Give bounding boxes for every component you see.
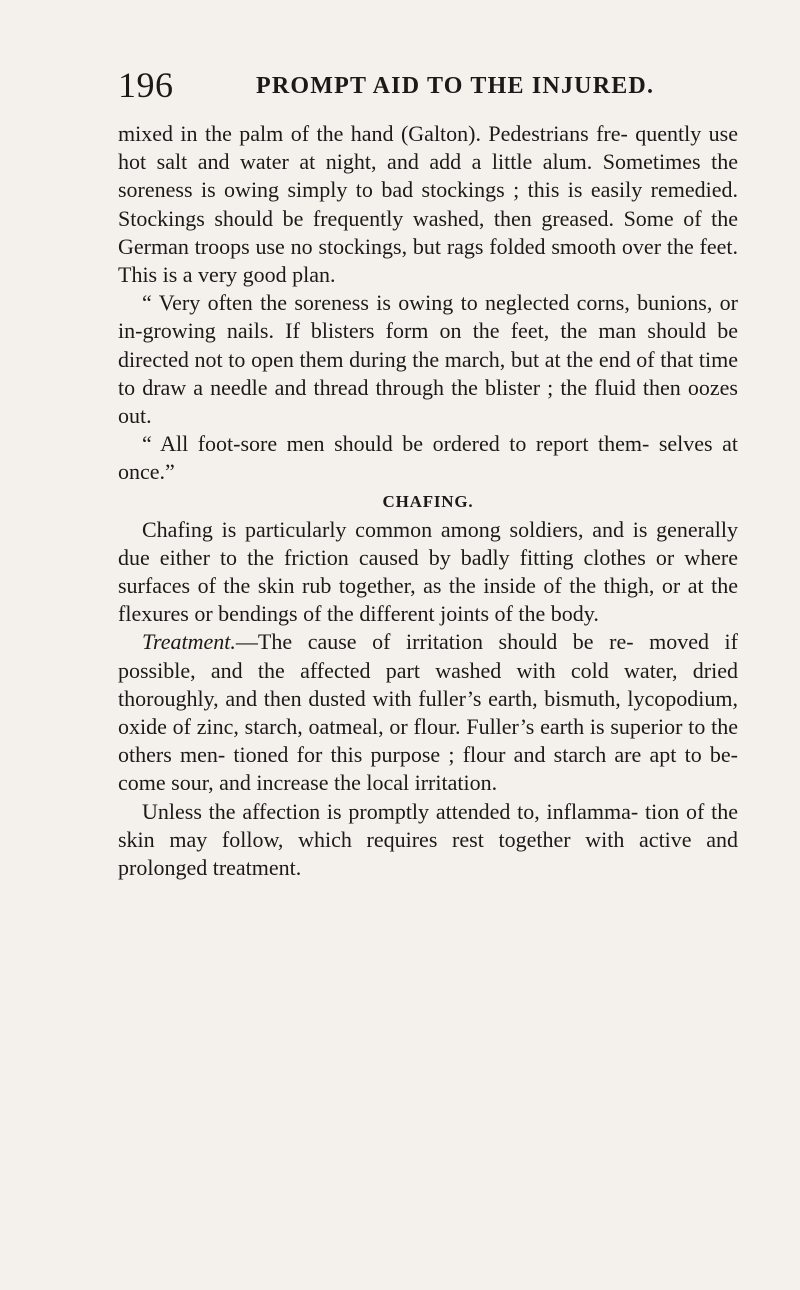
section-heading: CHAFING. — [382, 491, 474, 511]
paragraph-continuation: mixed in the palm of the hand (Galton). Pedestrians fre- quently use hot salt and water at night, and add a little alum. Sometimes the soreness is owing simply to bad stockings ; this is easily remedied. Stockings should be frequently washed, then greased. Some of the German troops use no stockings, but rags folded smooth over the feet. This is a very good plan. — [118, 121, 738, 288]
paragraph-report-quote: “ All foot-sore men should be ordered to report them- selves at once.” — [118, 431, 738, 485]
page-number: 196 — [118, 65, 174, 105]
treatment-text: —The cause of irritation should be re- moved if possible, and the affected part washed with cold water, dried thoroughly, and then dusted with fuller’s earth, bismuth, lycopodium, oxide of zinc, starch, oatmeal, or flour. Fuller’s earth is superior to the others men- tioned for this purpose ; flour and starch are apt to be- come sour, and increase the local irritation. — [118, 629, 738, 796]
paragraph-corns-quote: “ Very often the soreness is owing to neglected corns, bunions, or in-growing nails. If blisters form on the feet, the man should be directed not to open them during the march, but at the end of that time to draw a needle and thread through the blister ; the fluid then oozes out. — [118, 290, 738, 429]
paragraph-treatment — [118, 628, 738, 797]
running-head: PROMPT AID TO THE INJURED. — [256, 73, 655, 99]
treatment-label: Treatment. — [142, 629, 236, 655]
paragraph-inflammation: Unless the affection is promptly attended to, inflamma- tion of the skin may follow, which requires rest together with active and prolonged treatment. — [118, 798, 738, 881]
page-header — [118, 64, 738, 104]
body-text — [118, 120, 738, 882]
paragraph-chafing: Chafing is particularly common among soldiers, and is generally due either to the friction caused by badly fitting clothes or where surfaces of the skin rub together, as the inside of the thigh, or at the flexures or bendings of the different joints of the body. — [118, 516, 738, 627]
